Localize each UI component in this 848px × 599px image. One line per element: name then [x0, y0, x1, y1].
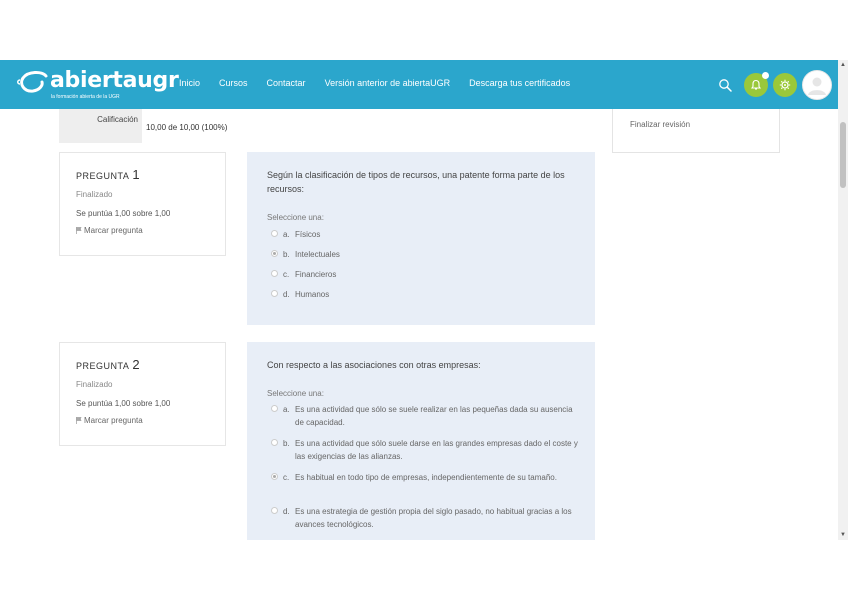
answer-option-d[interactable] [271, 505, 581, 531]
answer-option-b[interactable] [271, 248, 581, 261]
question-number: 2 [132, 357, 141, 372]
notifications-button[interactable] [744, 73, 768, 97]
gear-icon [779, 79, 791, 91]
select-prompt: Seleccione una: [267, 389, 324, 398]
flag-question-link[interactable] [76, 226, 143, 235]
question-mark: Se puntúa 1,00 sobre 1,00 [76, 399, 171, 408]
question-title-label: PREGUNTA [76, 171, 130, 181]
nav-link-certificados[interactable]: Descarga tus certificados [469, 78, 571, 88]
question-text: Según la clasificación de tipos de recursos, una patente forma parte de los recursos: [267, 170, 565, 194]
radio-button[interactable] [271, 405, 278, 412]
nav-link-contactar[interactable]: Contactar [266, 78, 306, 88]
radio-button[interactable] [271, 270, 278, 277]
question-number: 1 [132, 167, 141, 182]
user-icon [805, 73, 829, 97]
main-nav [179, 78, 589, 88]
answer-text: Es una actividad que sólo se suele realizar en las pequeñas dada su ausencia de capacidad. [295, 405, 573, 427]
flag-question-label: Marcar pregunta [84, 226, 143, 235]
answer-letter: b. [283, 439, 290, 448]
answer-letter: a. [283, 405, 290, 414]
answer-option-c[interactable] [271, 471, 581, 484]
select-prompt: Seleccione una: [267, 213, 324, 222]
finish-review-link[interactable]: Finalizar revisión [630, 120, 691, 129]
radio-button[interactable] [271, 507, 278, 514]
answer-text: Financieros [295, 270, 337, 279]
answer-text: Es una estrategia de gestión propia del siglo pasado, no habitual gracias a los avances tecnológicos. [295, 507, 572, 529]
browser-viewport [0, 60, 848, 540]
answer-text: Es una actividad que sólo suele darse en las grandes empresas dado el coste y las exigencias de las alianzas. [295, 439, 578, 461]
grade-label: Calificación [97, 115, 138, 124]
question-text: Con respecto a las asociaciones con otras empresas: [267, 360, 481, 370]
answer-letter: b. [283, 250, 290, 259]
question-title [76, 357, 140, 372]
settings-button[interactable] [773, 73, 797, 97]
answer-letter: d. [283, 290, 290, 299]
answer-text: Físicos [295, 230, 321, 239]
radio-button[interactable] [271, 290, 278, 297]
user-avatar[interactable] [802, 70, 832, 100]
answer-option-b[interactable] [271, 437, 581, 463]
question-state: Finalizado [76, 190, 113, 199]
answer-option-a[interactable] [271, 228, 581, 241]
scroll-down-arrow-icon[interactable]: ▼ [840, 532, 846, 538]
logo-tagline: la formación abierta de la UGR [51, 94, 120, 100]
nav-link-inicio[interactable]: Inicio [179, 78, 201, 88]
logo-text: abiertaugr [50, 68, 179, 93]
radio-button-checked[interactable] [271, 250, 278, 257]
answer-option-c[interactable] [271, 268, 581, 281]
answer-text: Es habitual en todo tipo de empresas, independientemente de su tamaño. [295, 473, 557, 482]
question-content-1 [247, 152, 595, 325]
flag-icon [76, 227, 82, 234]
answer-text: Intelectuales [295, 250, 340, 259]
scroll-up-arrow-icon[interactable]: ▲ [840, 62, 846, 68]
quiz-navigation-panel [612, 109, 780, 153]
answer-option-d[interactable] [271, 288, 581, 301]
radio-button[interactable] [271, 230, 278, 237]
nav-link-cursos[interactable]: Cursos [219, 78, 248, 88]
notification-dot [762, 72, 769, 79]
top-navbar [0, 60, 838, 109]
vertical-scrollbar[interactable] [838, 60, 848, 540]
answer-text: Humanos [295, 290, 330, 299]
scrollbar-thumb[interactable] [840, 122, 846, 188]
radio-button[interactable] [271, 439, 278, 446]
nav-link-version-anterior[interactable]: Versión anterior de abiertaUGR [324, 78, 451, 88]
answer-letter: c. [283, 473, 290, 482]
answer-letter: a. [283, 230, 290, 239]
answer-letter: d. [283, 507, 290, 516]
answer-option-a[interactable] [271, 403, 581, 429]
question-mark: Se puntúa 1,00 sobre 1,00 [76, 209, 171, 218]
logo-mark-icon [16, 70, 52, 94]
bell-icon [750, 79, 762, 91]
grade-label-cell [59, 109, 142, 143]
search-icon[interactable] [718, 78, 732, 92]
question-title [76, 167, 140, 182]
radio-button-checked[interactable] [271, 473, 278, 480]
flag-icon [76, 417, 82, 424]
flag-question-label: Marcar pregunta [84, 416, 143, 425]
grade-value: 10,00 de 10,00 (100%) [146, 123, 228, 132]
navbar-actions [718, 70, 832, 100]
answer-letter: c. [283, 270, 290, 279]
question-state: Finalizado [76, 380, 113, 389]
flag-question-link[interactable] [76, 416, 143, 425]
site-logo[interactable] [16, 68, 179, 102]
question-title-label: PREGUNTA [76, 361, 130, 371]
question-content-2 [247, 342, 595, 540]
question-info-1 [59, 152, 226, 256]
question-info-2 [59, 342, 226, 446]
